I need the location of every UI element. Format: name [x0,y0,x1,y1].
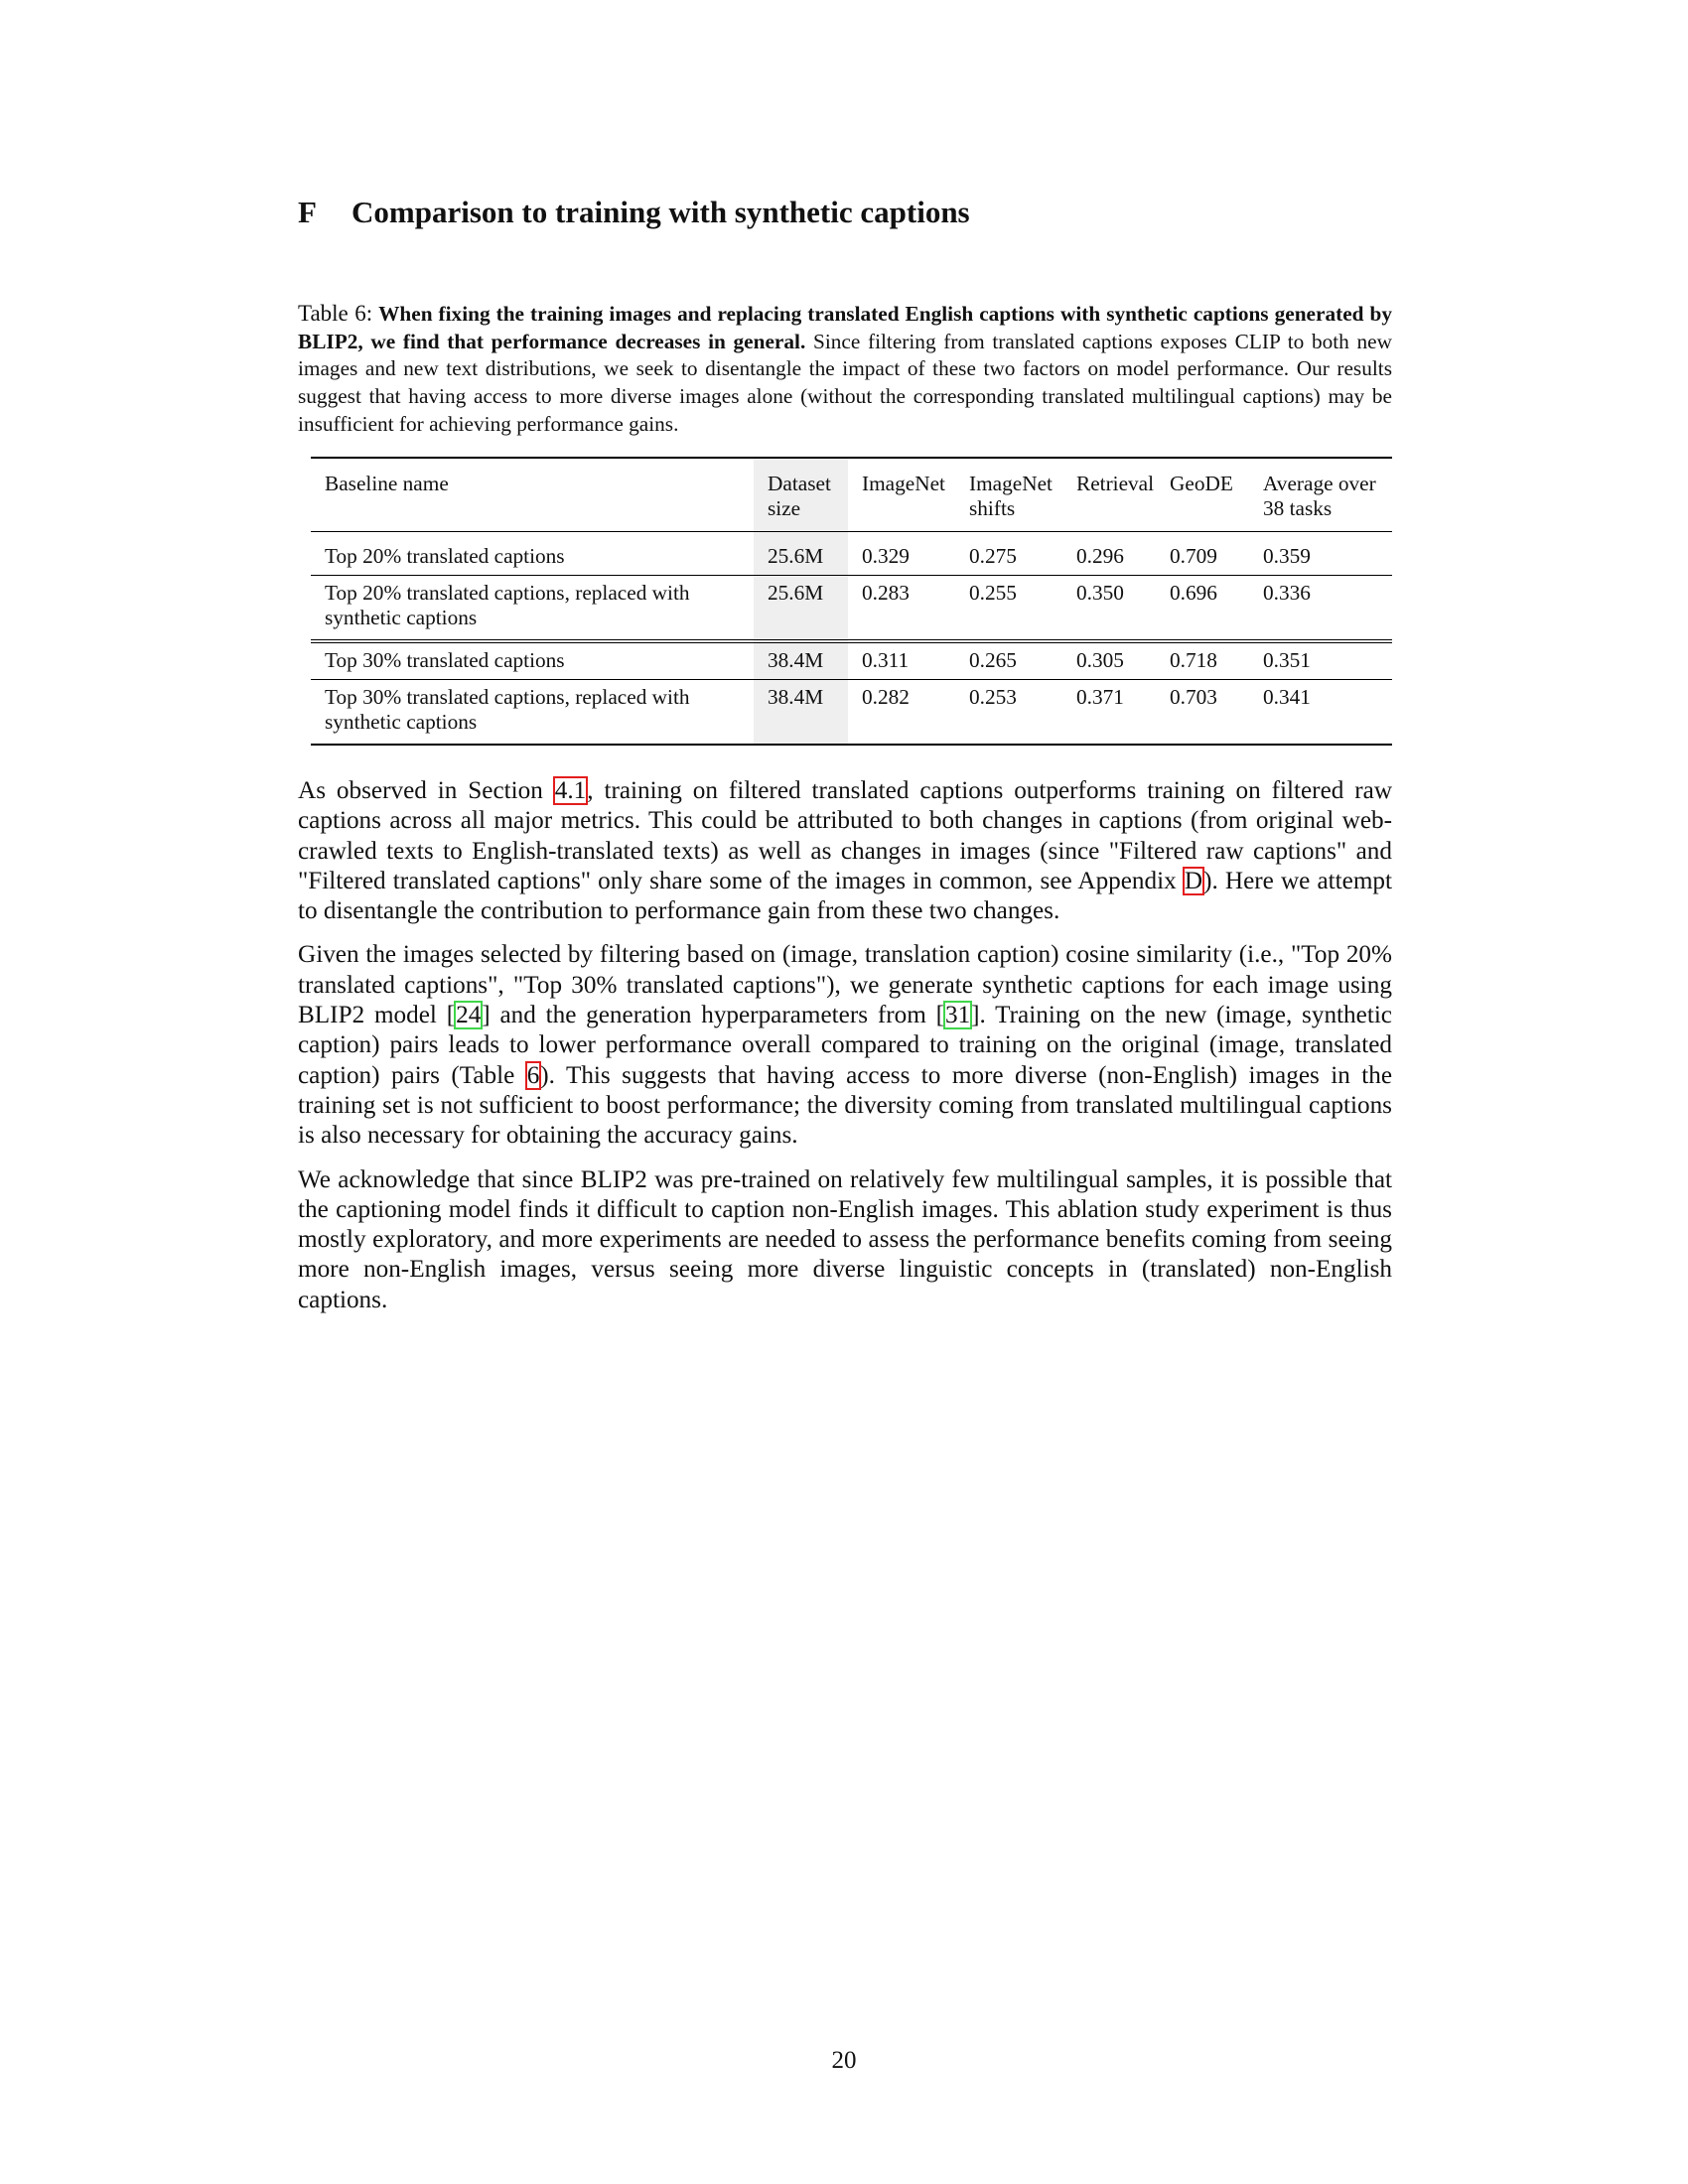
paragraph: Given the images selected by filtering based on (image, translation caption) cosine similarity (i.e., "Top 20% translated captions", "Top 30% translated captions"), we generate synthetic captions for each image using BLIP2 model [24] and the generation hyperparameters from [31]. Training on the new (image, synthetic caption) pairs leads to lower performance overall compared to training on the original (image, translated caption) pairs (Table 6). This suggests that having access to more diverse (non-English) images in the training set is not sufficient to boost performance; the diversity coming from translated multilingual captions is also necessary for obtaining the accuracy gains. [298,941,1392,1150]
section-reference-link[interactable]: 4.1 [554,777,587,804]
table-row [311,576,1392,642]
cell-average: 0.359 [1249,532,1392,576]
cell-geode: 0.703 [1156,680,1249,746]
page-number: 20 [831,2047,857,2074]
header-geode: GeoDE [1156,458,1249,532]
cell-retrieval: 0.296 [1062,532,1156,576]
cell-dataset-size: 25.6M [754,576,848,642]
header-imagenet-shifts: ImageNet shifts [955,458,1062,532]
table-row [311,641,1392,680]
cell-imagenet-shifts: 0.255 [955,576,1062,642]
cell-dataset-size: 38.4M [754,680,848,746]
cell-geode: 0.709 [1156,532,1249,576]
body-text [298,776,1392,1329]
cell-imagenet: 0.311 [848,641,955,680]
table-row [311,532,1392,576]
cell-retrieval: 0.305 [1062,641,1156,680]
section-title: Comparison to training with synthetic captions [352,195,970,229]
table-caption-bold: When fixing the training images and replacing translated English captions with synthetic captions generated by BLIP2, we find that performance decreases in general. [298,302,1392,353]
cell-retrieval: 0.371 [1062,680,1156,746]
table-caption [298,300,1392,439]
header-average: Average over 38 tasks [1249,458,1392,532]
citation-link[interactable]: 31 [944,1002,971,1029]
cell-geode: 0.696 [1156,576,1249,642]
section-heading [298,195,970,230]
header-imagenet: ImageNet [848,458,955,532]
header-dataset-size: Dataset size [754,458,848,532]
cell-average: 0.336 [1249,576,1392,642]
section-number: F [298,195,317,229]
cell-average: 0.341 [1249,680,1392,746]
table-caption-text: Since filtering from translated captions exposes CLIP to both new images and new text distributions, we seek to disentangle the impact of these two factors on model performance. Our results suggest that having access to more diverse images alone (without the corresponding translated multilingual captions) may be insufficient for achieving performance gains. [298,329,1393,436]
paragraph: We acknowledge that since BLIP2 was pre-trained on relatively few multilingual samples, it is possible that the captioning model finds it difficult to caption non-English images. This ablation study experiment is thus mostly exploratory, and more experiments are needed to assess the performance benefits coming from seeing more non-English images, versus seeing more diverse linguistic concepts in (translated) non-English captions. [298,1165,1392,1313]
cell-geode: 0.718 [1156,641,1249,680]
citation-link[interactable]: 24 [456,1002,482,1029]
cell-baseline-name: Top 20% translated captions, replaced with synthetic captions [311,576,754,642]
appendix-reference-link[interactable]: D [1184,867,1203,894]
cell-imagenet-shifts: 0.253 [955,680,1062,746]
cell-dataset-size: 25.6M [754,532,848,576]
cell-baseline-name: Top 30% translated captions [311,641,754,680]
cell-imagenet-shifts: 0.275 [955,532,1062,576]
cell-baseline-name: Top 20% translated captions [311,532,754,576]
cell-dataset-size: 38.4M [754,641,848,680]
table-reference-link[interactable]: 6 [526,1061,540,1089]
header-baseline-name: Baseline name [311,458,754,532]
cell-imagenet-shifts: 0.265 [955,641,1062,680]
header-retrieval: Retrieval [1062,458,1156,532]
results-table [311,457,1392,746]
cell-imagenet: 0.329 [848,532,955,576]
table-row [311,680,1392,746]
cell-baseline-name: Top 30% translated captions, replaced with synthetic captions [311,680,754,746]
table-header-row [311,458,1392,532]
cell-average: 0.351 [1249,641,1392,680]
table-label: Table 6: [298,301,373,326]
cell-retrieval: 0.350 [1062,576,1156,642]
cell-imagenet: 0.282 [848,680,955,746]
cell-imagenet: 0.283 [848,576,955,642]
paragraph: As observed in Section 4.1, training on filtered translated captions outperforms training on filtered raw captions across all major metrics. This could be attributed to both changes in captions (from original web-crawled texts to English-translated texts) as well as changes in images (since "Filtered raw captions" and "Filtered translated captions" only share some of the images in common, see Appendix D). Here we attempt to disentangle the contribution to performance gain from these two changes. [298,777,1393,925]
